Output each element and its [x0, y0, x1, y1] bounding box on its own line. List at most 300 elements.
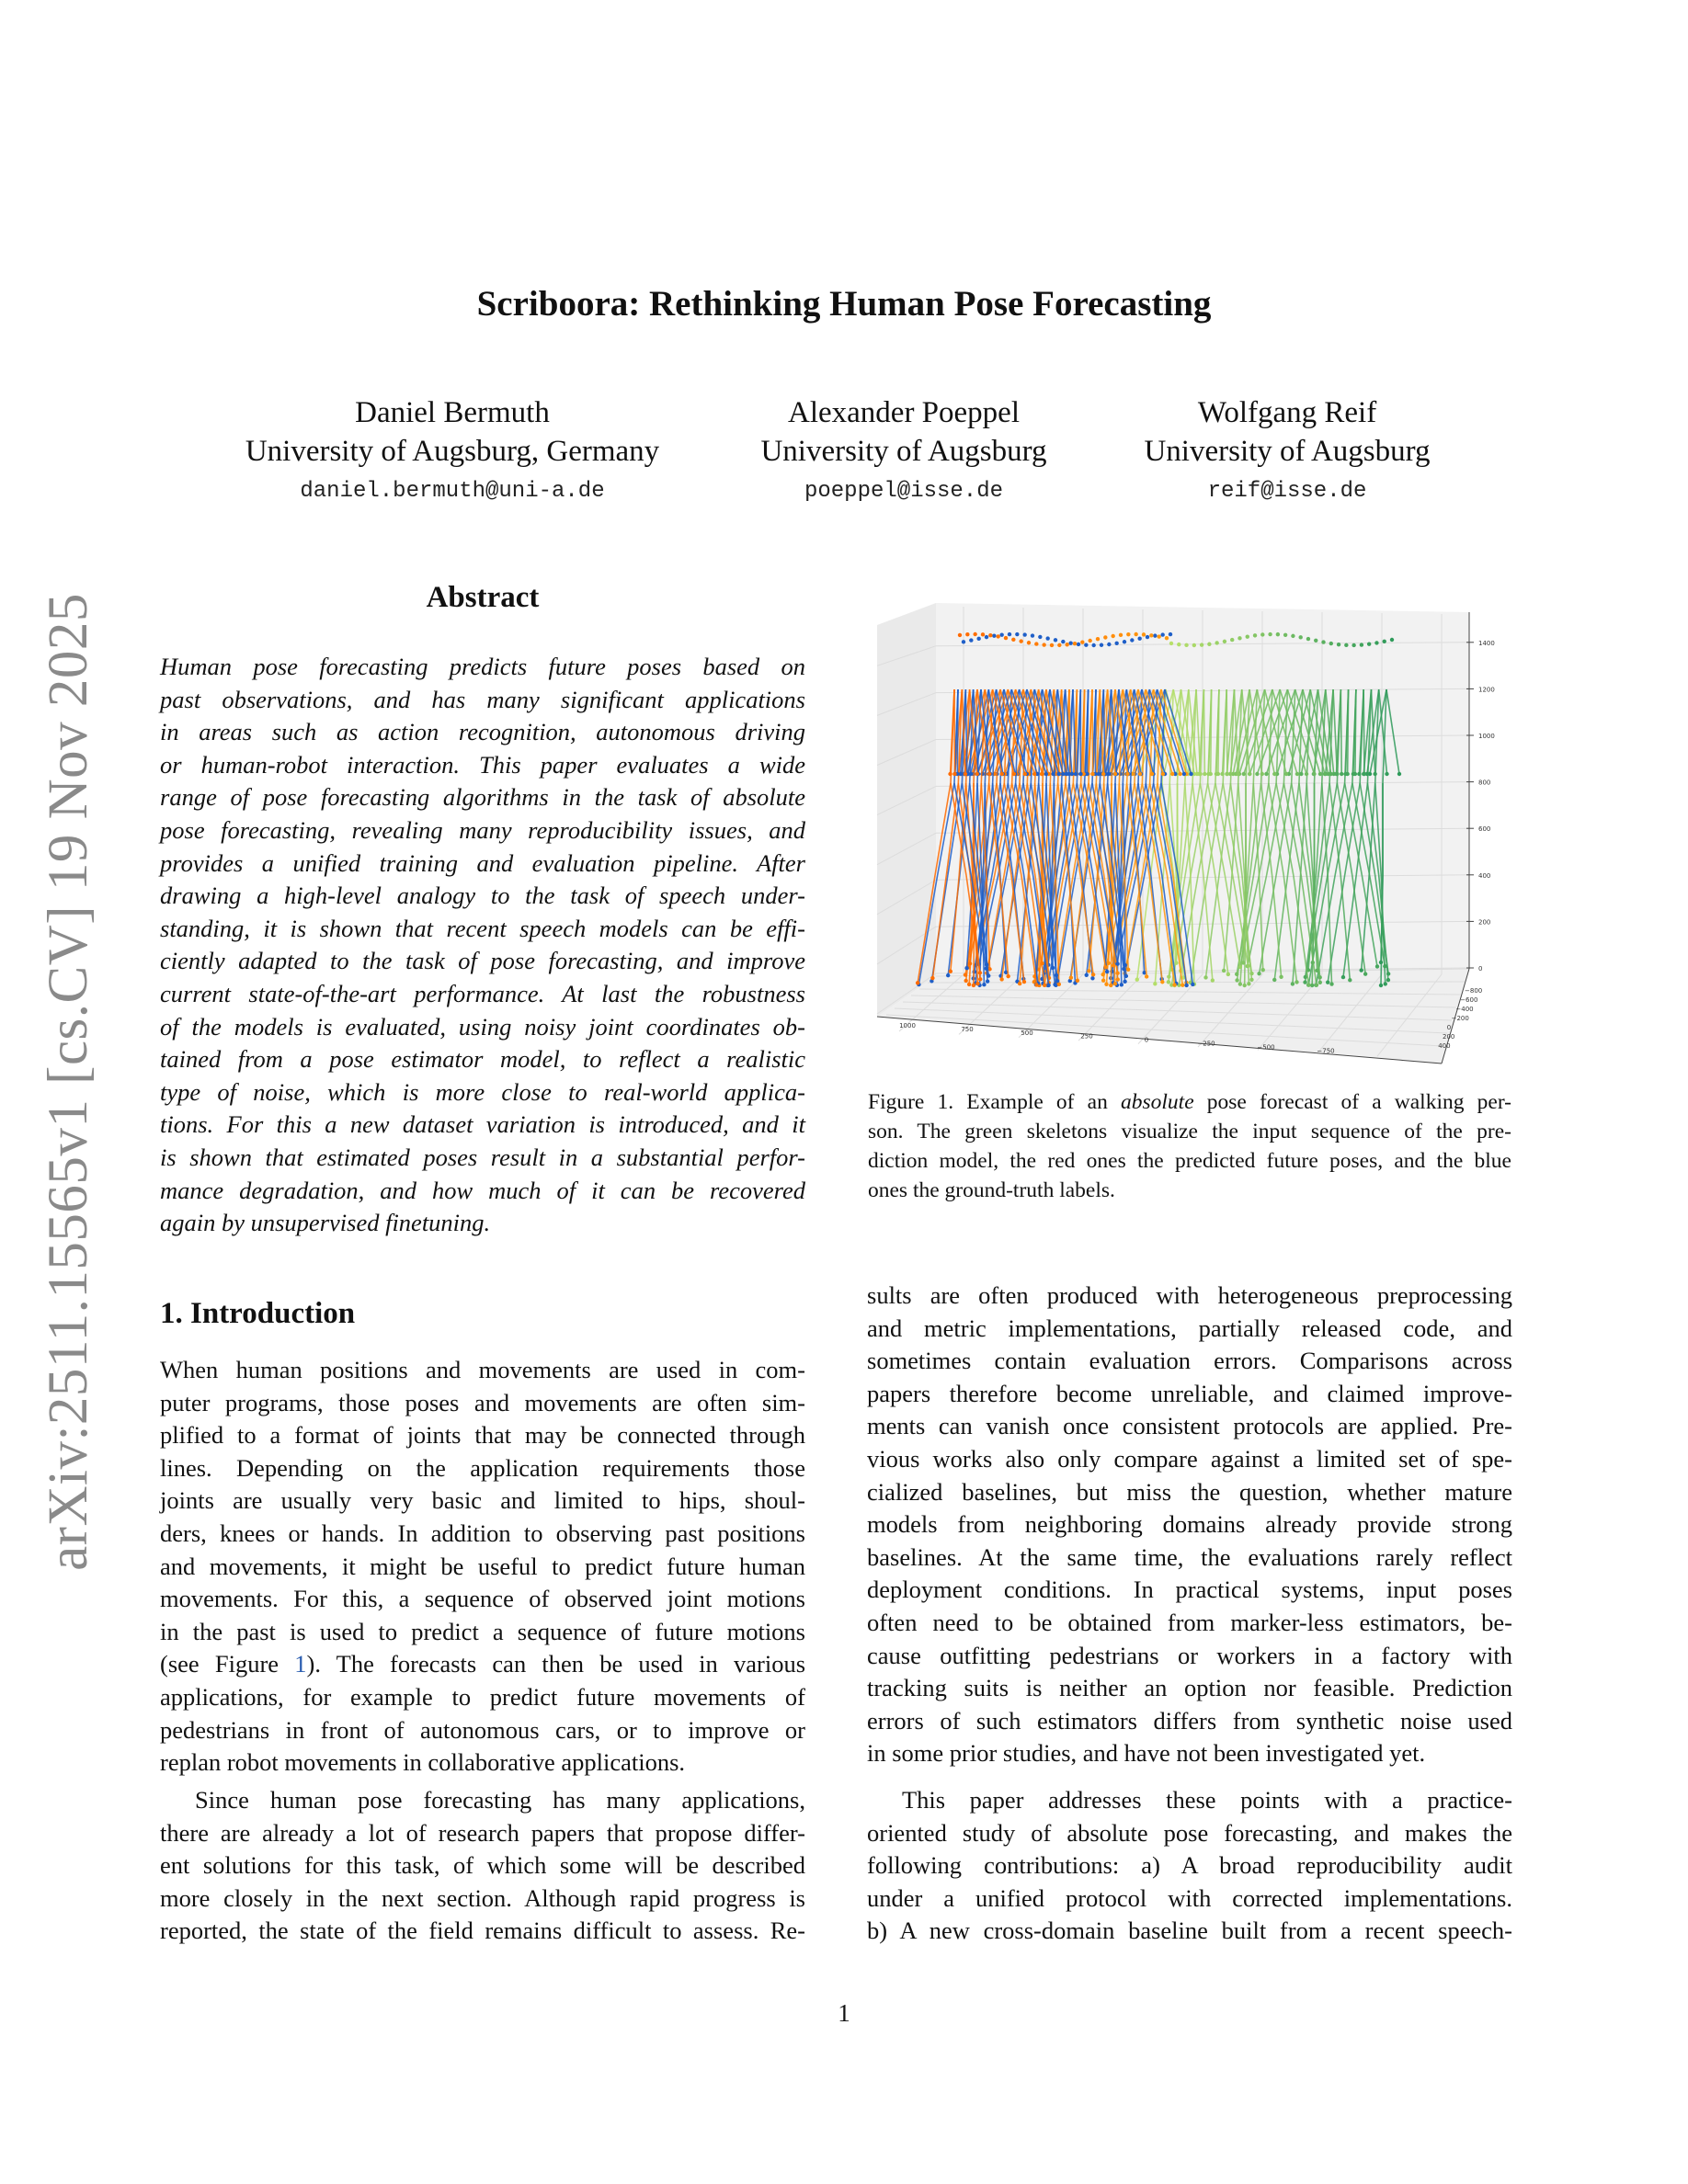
text-line: sults are often produced with heterogeneous preprocessing	[867, 1281, 1512, 1309]
skeleton-joint	[987, 973, 990, 977]
skeleton-joint	[1203, 975, 1207, 979]
skeleton-joint	[988, 633, 992, 637]
page-number: 1	[838, 1999, 850, 2027]
skeleton-joint	[1160, 980, 1164, 984]
skeleton-joint	[1238, 982, 1242, 985]
author-block	[213, 393, 691, 513]
skeleton-joint	[1022, 632, 1026, 636]
skeleton-joint	[1383, 640, 1386, 643]
text-line: models from neighboring domains already provide strong	[867, 1510, 1512, 1539]
skeleton-joint	[1122, 967, 1125, 971]
skeleton-joint	[1386, 978, 1390, 982]
skeleton-joint	[1120, 983, 1123, 986]
text-line: lines. Depending on the application requirements those	[160, 1453, 805, 1482]
skeleton-joint	[1357, 772, 1361, 776]
skeleton-joint	[1312, 772, 1316, 776]
skeleton-joint	[981, 632, 985, 636]
skeleton-joint	[1061, 640, 1065, 643]
skeleton-joint	[969, 638, 973, 642]
skeleton-joint	[1054, 638, 1057, 642]
skeleton-joint	[967, 983, 971, 986]
skeleton-joint	[1207, 643, 1211, 646]
author-affiliation: University of Augsburg	[760, 435, 1047, 468]
skeleton-joint	[1246, 964, 1249, 968]
skeleton-joint	[1315, 983, 1318, 986]
skeleton-joint	[1061, 772, 1065, 776]
text-line: tained from a pose estimator model, to reflect a realistic	[160, 1045, 805, 1074]
skeleton-joint	[958, 633, 962, 637]
skeleton-joint	[1318, 772, 1322, 776]
figure-reference-link[interactable]: 1	[294, 1650, 307, 1678]
skeleton-bone	[1226, 689, 1227, 774]
skeleton-joint	[1130, 638, 1134, 642]
skeleton-joint	[964, 966, 968, 970]
skeleton-joint	[1363, 772, 1366, 776]
skeleton-joint	[1211, 978, 1215, 982]
text-line: often need to be obtained from marker-less estimators, be-	[867, 1608, 1512, 1636]
y-tick-label: −400	[1455, 1006, 1474, 1013]
z-tick-label: 0	[1478, 965, 1483, 973]
skeleton-joint	[1182, 772, 1186, 776]
skeleton-joint	[1337, 643, 1340, 646]
skeleton-joint	[1137, 637, 1141, 641]
x-tick-label: 250	[1080, 1032, 1093, 1041]
pose-forecast-figure	[872, 599, 1517, 1066]
author-block	[1048, 393, 1526, 513]
skeleton-joint	[1386, 972, 1390, 975]
skeleton-joint	[1295, 980, 1298, 984]
x-tick-label: 0	[1144, 1036, 1149, 1044]
skeleton-bone	[1340, 689, 1341, 774]
text-line: range of pose forecasting algorithms in the task of absolute	[160, 783, 805, 812]
skeleton-joint	[1103, 635, 1107, 639]
skeleton-joint	[1109, 984, 1112, 987]
skeleton-joint	[1314, 639, 1317, 643]
skeleton-joint	[1191, 983, 1194, 986]
skeleton-joint	[1119, 633, 1123, 637]
skeleton-joint	[1253, 633, 1257, 637]
skeleton-bone	[1218, 689, 1219, 774]
z-tick-label: 600	[1478, 825, 1491, 834]
skeleton-joint	[1165, 636, 1169, 640]
skeleton-joint	[1134, 632, 1137, 636]
skeleton-joint	[1226, 973, 1230, 976]
author-email[interactable]: reif@isse.de	[1207, 479, 1367, 504]
text-line: cause outfitting pedestrians or workers in a factory with	[867, 1641, 1512, 1669]
skeleton-joint	[1284, 772, 1288, 776]
abstract-heading: Abstract	[426, 581, 540, 614]
skeleton-joint	[1111, 634, 1114, 638]
text-line: cialized baselines, but miss the question, whether mature	[867, 1477, 1512, 1506]
skeleton-joint	[1053, 983, 1056, 986]
skeleton-joint	[1022, 980, 1026, 984]
skeleton-joint	[965, 632, 969, 636]
skeleton-joint	[1242, 772, 1246, 776]
text-line: This paper addresses these points with a practice-	[902, 1786, 1512, 1814]
skeleton-joint	[1326, 980, 1329, 984]
skeleton-joint	[1241, 961, 1245, 964]
skeleton-joint	[1045, 636, 1049, 640]
skeleton-joint	[1073, 642, 1077, 645]
skeleton-bone	[1076, 689, 1077, 774]
intro-paragraph	[867, 1784, 1512, 1948]
skeleton-joint	[1115, 972, 1119, 975]
text-line: standing, it is shown that recent speech models can be effi-	[160, 914, 805, 942]
skeleton-joint	[1114, 642, 1118, 645]
y-tick-label: −800	[1465, 987, 1483, 995]
author-email[interactable]: poeppel@isse.de	[804, 479, 1004, 504]
skeleton-joint	[1011, 638, 1015, 642]
skeleton-joint	[1179, 772, 1182, 776]
text-line: Since human pose forecasting has many applications,	[195, 1786, 805, 1814]
text-line: reported, the state of the field remains difficult to assess. Re-	[160, 1917, 805, 1945]
skeleton-joint	[1247, 982, 1250, 985]
skeleton-joint	[1384, 982, 1387, 985]
skeleton-joint	[1238, 965, 1242, 969]
author-name: Wolfgang Reif	[1197, 396, 1377, 429]
text-line: type of noise, which is more close to real-world applica-	[160, 1077, 805, 1106]
skeleton-joint	[1018, 982, 1021, 985]
skeleton-joint	[1305, 772, 1308, 776]
skeleton-joint	[999, 632, 1003, 636]
skeleton-joint	[1344, 643, 1348, 647]
text-line: ent solutions for this task, of which some will be described	[160, 1851, 805, 1880]
skeleton-joint	[1249, 972, 1253, 975]
skeleton-joint	[1080, 641, 1084, 644]
skeleton-joint	[1113, 772, 1117, 776]
z-tick-label: 800	[1478, 779, 1491, 787]
skeleton-joint	[1006, 974, 1009, 978]
y-tick-label: 0	[1446, 1024, 1452, 1031]
skeleton-joint	[1167, 974, 1170, 978]
skeleton-bone	[1095, 689, 1096, 774]
skeleton-joint	[1306, 637, 1310, 641]
intro-paragraph	[160, 1354, 805, 1780]
text-line: ones the ground-truth labels.	[868, 1178, 1115, 1202]
text-line: Human pose forecasting predicts future poses based on	[160, 653, 805, 680]
x-tick-label: −500	[1257, 1043, 1275, 1052]
skeleton-joint	[1104, 983, 1108, 986]
skeleton-joint	[1283, 633, 1287, 637]
skeleton-joint	[1027, 641, 1031, 644]
y-tick-label: 200	[1443, 1033, 1455, 1041]
skeleton-joint	[992, 633, 996, 637]
text-segment: (see Figure	[160, 1650, 295, 1678]
skeleton-joint	[1264, 772, 1268, 776]
skeleton-joint	[1138, 772, 1142, 776]
skeleton-joint	[996, 634, 999, 638]
skeleton-joint	[973, 632, 976, 636]
z-tick-label: 1200	[1478, 686, 1495, 694]
skeleton-joint	[1103, 965, 1107, 969]
text-line: of the models is evaluated, using noisy joint coordinates ob-	[160, 1012, 805, 1041]
skeleton-joint	[930, 976, 934, 980]
skeleton-joint	[1298, 635, 1302, 639]
arxiv-side-stamp: arXiv:2511.15565v1 [cs.CV] 19 Nov 2025	[38, 593, 99, 1571]
skeleton-joint	[986, 979, 989, 983]
skeleton-joint	[1220, 772, 1224, 776]
skeleton-joint	[1237, 636, 1241, 640]
text-line: applications, for example to predict future movements of	[160, 1682, 805, 1711]
skeleton-joint	[1215, 641, 1218, 644]
skeleton-joint	[978, 977, 982, 981]
skeleton-joint	[1353, 772, 1357, 776]
author-name: Daniel Bermuth	[355, 396, 550, 429]
text-line: or human-robot interaction. This paper evaluates a wide	[160, 750, 805, 779]
skeleton-joint	[1116, 977, 1120, 981]
skeleton-joint	[1170, 772, 1174, 776]
z-tick-label: 400	[1478, 871, 1491, 880]
text-line: and metric implementations, partially released code, and	[867, 1314, 1512, 1342]
text-line: papers therefore become unreliable, and claimed improve-	[867, 1379, 1512, 1407]
skeleton-joint	[952, 772, 956, 776]
text-line: ments can vanish once consistent protocols are applied. Pre-	[867, 1412, 1512, 1440]
skeleton-joint	[999, 977, 1003, 981]
text-segment: Figure 1. Example of an	[868, 1090, 1121, 1114]
text-line: puter programs, those poses and movements are often sim-	[160, 1388, 805, 1416]
skeleton-joint	[1260, 772, 1264, 776]
skeleton-joint	[1257, 972, 1260, 975]
skeleton-joint	[976, 637, 980, 641]
skeleton-joint	[1169, 642, 1173, 645]
skeleton-joint	[1084, 643, 1088, 647]
skeleton-joint	[1230, 638, 1234, 642]
skeleton-joint	[1318, 981, 1322, 984]
skeleton-joint	[1153, 633, 1157, 637]
skeleton-joint	[916, 981, 919, 984]
text-line: joints are usually very basic and limited to hips, shoul-	[160, 1486, 805, 1515]
skeleton-joint	[1374, 641, 1378, 644]
skeleton-joint	[1038, 635, 1042, 639]
skeleton-joint	[1077, 643, 1080, 646]
skeleton-joint	[1174, 961, 1178, 964]
skeleton-joint	[1379, 984, 1383, 987]
skeleton-bone	[1211, 689, 1212, 774]
skeleton-joint	[1341, 975, 1345, 979]
skeleton-joint	[1249, 978, 1253, 982]
text-line: tracking suits is neither an option nor feasible. Prediction	[867, 1674, 1512, 1702]
skeleton-joint	[1100, 643, 1103, 647]
author-name: Alexander Poeppel	[788, 396, 1020, 429]
skeleton-joint	[968, 961, 972, 965]
skeleton-joint	[1125, 772, 1129, 776]
author-email[interactable]: daniel.bermuth@uni-a.de	[300, 479, 605, 504]
skeleton-joint	[1348, 978, 1352, 982]
intro-paragraph	[160, 1784, 805, 1948]
skeleton-joint	[1375, 964, 1379, 968]
skeleton-joint	[1000, 772, 1004, 776]
skeleton-joint	[1150, 772, 1154, 776]
skeleton-joint	[1145, 974, 1148, 978]
skeleton-joint	[975, 772, 979, 776]
text-line: mance degradation, and how much of it can be recovered	[160, 1176, 805, 1204]
skeleton-joint	[1363, 972, 1367, 975]
skeleton-joint	[1153, 982, 1157, 985]
skeleton-joint	[1034, 983, 1038, 986]
skeleton-joint	[1268, 632, 1272, 636]
skeleton-joint	[1135, 978, 1139, 982]
skeleton-joint	[975, 982, 979, 985]
skeleton-joint	[1303, 980, 1306, 984]
skeleton-joint	[1383, 964, 1386, 968]
text-line: ciently adapted to the task of pose forecasting, and improve	[160, 947, 805, 975]
skeleton-joint	[1085, 973, 1089, 977]
skeleton-joint	[1279, 975, 1283, 979]
side-pane	[877, 603, 936, 1017]
skeleton-joint	[1390, 638, 1394, 642]
text-line: again by unsupervised finetuning.	[160, 1209, 491, 1237]
skeleton-joint	[982, 983, 986, 986]
z-tick-label: 1400	[1478, 639, 1495, 647]
skeleton-joint	[1352, 643, 1355, 647]
skeleton-joint	[1126, 632, 1130, 636]
skeleton-joint	[1200, 643, 1203, 646]
skeleton-joint	[1329, 982, 1333, 985]
text-line: more closely in the next section. Although rapid progress is	[160, 1883, 805, 1912]
skeleton-joint	[1360, 643, 1363, 646]
skeleton-joint	[1091, 973, 1095, 976]
skeleton-joint	[1076, 979, 1079, 983]
introduction-heading: 1. Introduction	[160, 1297, 356, 1330]
emphasized-text: absolute	[1120, 1090, 1194, 1114]
skeleton-joint	[1050, 643, 1054, 647]
skeleton-bone	[1092, 689, 1093, 774]
skeleton-joint	[1124, 974, 1128, 978]
skeleton-joint	[1015, 632, 1019, 636]
text-line: and movements, it might be useful to predict future human	[160, 1552, 805, 1580]
skeleton-joint	[1276, 632, 1280, 636]
text-line: pedestrians in front of autonomous cars, or to improve or	[160, 1715, 805, 1744]
skeleton-joint	[978, 971, 982, 974]
y-tick-label: 400	[1438, 1042, 1451, 1050]
skeleton-joint	[1236, 772, 1239, 776]
skeleton-joint	[1385, 772, 1388, 776]
skeleton-joint	[1169, 632, 1172, 636]
skeleton-joint	[1149, 633, 1153, 637]
skeleton-joint	[1069, 976, 1073, 980]
skeleton-joint	[1044, 772, 1048, 776]
x-tick-label: 500	[1021, 1029, 1033, 1037]
skeleton-joint	[1192, 643, 1196, 647]
skeleton-joint	[1291, 982, 1295, 985]
text-line: diction model, the red ones the predicted future poses, and the blue	[868, 1149, 1511, 1173]
skeleton-joint	[1090, 976, 1094, 980]
skeleton-joint	[1101, 978, 1105, 982]
skeleton-joint	[1126, 968, 1130, 972]
skeleton-joint	[1123, 640, 1126, 643]
skeleton-joint	[1051, 772, 1055, 776]
skeleton-joint	[985, 635, 988, 639]
skeleton-joint	[1142, 632, 1146, 636]
skeleton-joint	[1295, 772, 1299, 776]
text-line: baselines. At the same time, the evaluations rarely reflect	[867, 1542, 1512, 1571]
skeleton-joint	[1373, 772, 1376, 776]
skeleton-bone	[1363, 689, 1364, 774]
x-tick-label: 1000	[899, 1022, 916, 1029]
figure-caption	[868, 1087, 1511, 1205]
y-tick-label: −600	[1460, 996, 1478, 1004]
skeleton-joint	[1260, 632, 1264, 636]
skeleton-joint	[1306, 983, 1310, 986]
text-line: past observations, and has many significant applications	[160, 685, 805, 713]
skeleton-joint	[972, 984, 975, 987]
skeleton-joint	[987, 772, 991, 776]
skeleton-joint	[1090, 772, 1094, 776]
x-tick-label: 750	[961, 1025, 974, 1033]
text-line	[160, 1648, 805, 1681]
skeleton-joint	[1216, 772, 1220, 776]
skeleton-joint	[984, 966, 987, 970]
skeleton-joint	[1112, 963, 1115, 967]
skeleton-joint	[1087, 969, 1090, 973]
text-line	[868, 1087, 1511, 1117]
paper-title: Scriboora: Rethinking Human Pose Forecasting	[476, 284, 1212, 324]
abstract-body	[160, 651, 805, 1240]
skeleton-joint	[1180, 984, 1184, 987]
text-line: vious works also only compare against a limited set of spe-	[867, 1444, 1512, 1473]
skeleton-joint	[964, 772, 967, 776]
skeleton-joint	[1074, 772, 1078, 776]
skeleton-joint	[1107, 643, 1111, 646]
text-line: son. The green skeletons visualize the input sequence of the pre-	[868, 1120, 1511, 1143]
author-affiliation: University of Augsburg	[1144, 435, 1431, 468]
text-line: following contributions: a) A broad reproducibility audit	[867, 1851, 1512, 1880]
skeleton-joint	[1226, 772, 1229, 776]
skeleton-joint	[1379, 961, 1383, 964]
skeleton-joint	[1107, 961, 1111, 965]
skeleton-joint	[1042, 643, 1045, 646]
text-line: tions. For this a new dataset variation is introduced, and it	[160, 1110, 805, 1139]
text-line: current state-of-the-art performance. At last the robustness	[160, 979, 805, 1007]
z-tick-label: 1000	[1478, 733, 1495, 740]
author-affiliation: University of Augsburg, Germany	[245, 435, 660, 468]
skeleton-joint	[1340, 772, 1343, 776]
skeleton-joint	[948, 772, 952, 776]
skeleton-bone	[1203, 689, 1204, 774]
skeleton-joint	[1242, 984, 1246, 987]
skeleton-bone	[957, 689, 958, 774]
skeleton-joint	[1184, 643, 1188, 647]
skeleton-joint	[1167, 980, 1170, 984]
skeleton-joint	[1345, 772, 1349, 776]
skeleton-joint	[1012, 772, 1016, 776]
intro-paragraph	[867, 1280, 1512, 1770]
text-segment: ). The forecasts can then be used in various	[306, 1650, 806, 1678]
skeleton-joint	[1046, 984, 1050, 987]
skeleton-joint	[1209, 772, 1213, 776]
skeleton-joint	[1041, 772, 1044, 776]
text-line: provides a unified training and evaluation pipeline. After	[160, 848, 805, 877]
skeleton-joint	[1248, 772, 1251, 776]
skeleton-joint	[1068, 641, 1072, 644]
skeleton-joint	[1115, 961, 1119, 965]
skeleton-joint	[1223, 640, 1226, 643]
skeleton-joint	[1255, 772, 1259, 776]
skeleton-joint	[1055, 979, 1059, 983]
skeleton-joint	[1031, 633, 1034, 637]
text-line: b) A new cross-domain baseline built from a recent speech-	[867, 1917, 1512, 1945]
text-line: in the past is used to predict a sequence of future motions	[160, 1617, 805, 1645]
skeleton-joint	[964, 979, 967, 983]
skeleton-joint	[1096, 637, 1100, 641]
text-line: there are already a lot of research papers that propose differ-	[160, 1818, 805, 1847]
text-line: oriented study of absolute pose forecasting, and makes the	[867, 1818, 1512, 1847]
text-line: ders, knees or hands. In addition to observing past positions	[160, 1519, 805, 1547]
skeleton-joint	[1057, 643, 1061, 647]
x-tick-label: −250	[1197, 1040, 1215, 1048]
skeleton-bone	[1084, 689, 1085, 774]
skeleton-joint	[1272, 772, 1276, 776]
